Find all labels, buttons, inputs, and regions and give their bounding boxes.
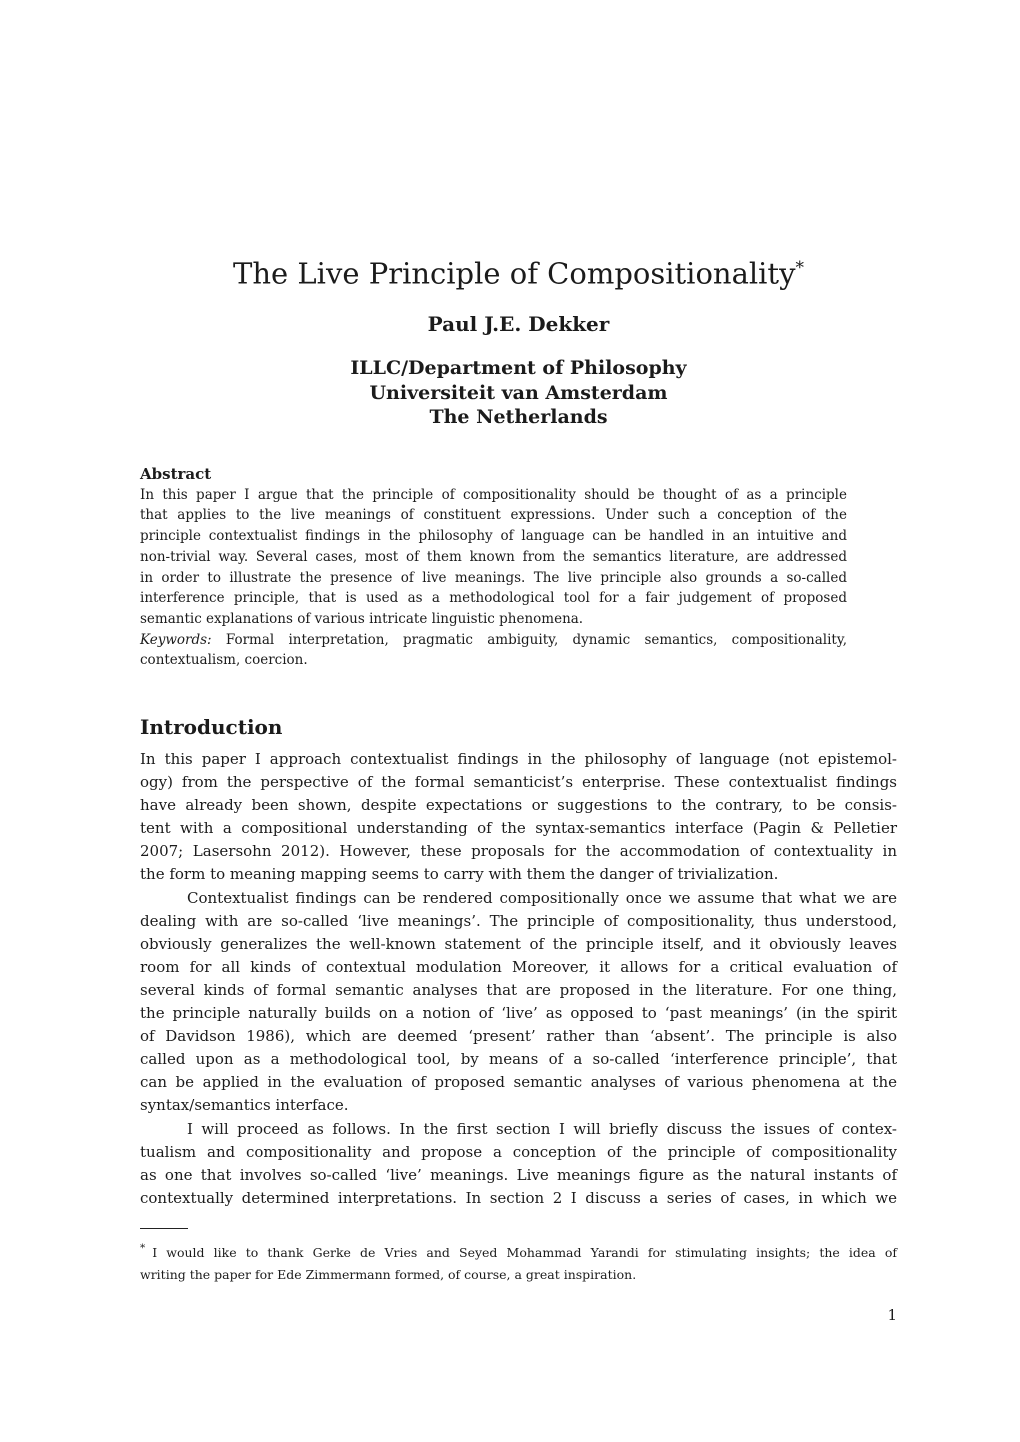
body-line: the principle naturally builds on a notion of ‘live’ as opposed to ‘past meanings’ (in the spirit [140,1004,897,1023]
keywords-line: contextualism, coercion. [140,652,308,669]
affiliation-line: Universiteit van Amsterdam [369,381,668,404]
affiliation [140,356,897,430]
affiliation-line: ILLC/Department of Philosophy [350,357,687,379]
body-line: Contextualist findings can be rendered compositionally once we assume that what we are [187,888,897,907]
affiliation-line: The Netherlands [429,406,608,429]
body-line: dealing with are so-called ‘live meanings’. The principle of compositionality, thus understood, [140,911,897,930]
section-heading-introduction: Introduction [140,715,283,739]
body-line: tent with a compositional understanding of the syntax-semantics interface (Pagin & Pelletier [140,819,897,838]
keywords-label: Keywords: [140,631,212,648]
body-line: I will proceed as follows. In the first section I will briefly discuss the issues of contex- [187,1119,897,1138]
body-line: of Davidson 1986), which are deemed ‘present’ rather than ‘absent’. The principle is also [140,1027,897,1046]
author-name: Paul J.E. Dekker [427,312,610,336]
footnote-text: I would like to thank Gerke de Vries and Seyed Mohammad Yarandi for stimulating insights; the idea of [152,1245,897,1260]
paper-title-text: The Live Principle of Compositionality [233,256,796,291]
body-line: obviously generalizes the well-known statement of the principle itself, and it obviously leaves [140,934,897,953]
footnote-line [140,1238,897,1264]
body-line: the form to meaning mapping seems to carry with them the danger of trivialization. [140,865,779,884]
body-line: several kinds of formal semantic analyses that are proposed in the literature. For one thing, [140,980,897,999]
footnote-line: writing the paper for Ede Zimmermann formed, of course, a great inspiration. [140,1266,637,1282]
body-line: syntax/semantics interface. [140,1096,349,1115]
body-line: have already been shown, despite expectations or suggestions to the contrary, to be consis- [140,796,897,815]
body-line: can be applied in the evaluation of proposed semantic analyses of various phenomena at the [140,1073,897,1092]
abstract-line: In this paper I argue that the principle of compositionality should be thought of as a principle [140,486,847,503]
abstract-line: interference principle, that is used as a methodological tool for a fair judgement of proposed [140,590,847,607]
abstract [140,464,847,671]
abstract-line: that applies to the live meanings of constituent expressions. Under such a conception of the [140,507,847,524]
body-line: ogy) from the perspective of the formal semanticist’s enterprise. These contextualist findings [140,773,897,792]
footnote-marker: * [140,1242,146,1254]
footnote [140,1238,897,1285]
keywords-line [140,630,847,651]
abstract-heading: Abstract [140,465,212,483]
body-line: room for all kinds of contextual modulation Moreover, it allows for a critical evaluation of [140,957,897,976]
title-footnote-mark: * [795,258,804,278]
body-line: called upon as a methodological tool, by means of a so-called ‘interference principle’, that [140,1050,897,1069]
body-line: In this paper I approach contextualist findings in the philosophy of language (not epistemol- [140,750,897,768]
body-line: as one that involves so-called ‘live’ meanings. Live meanings figure as the natural instants of [140,1165,897,1184]
body-line: contextually determined interpretations. In section 2 I discuss a series of cases, in which we [140,1188,897,1207]
abstract-line: non-trivial way. Several cases, most of them known from the semantics literature, are addressed [140,548,847,565]
footnote-rule [140,1228,188,1229]
abstract-line: in order to illustrate the presence of live meanings. The live principle also grounds a so-called [140,569,847,586]
keywords-text: Formal interpretation, pragmatic ambiguity, dynamic semantics, compositionality, [211,631,847,648]
body-line: tualism and compositionality and propose a conception of the principle of compositionality [140,1142,897,1161]
paper-title [140,250,897,292]
body-line: 2007; Lasersohn 2012). However, these proposals for the accommodation of contextuality in [140,842,897,861]
abstract-line: principle contextualist findings in the philosophy of language can be handled in an intuitive and [140,528,847,545]
page-number: 1 [887,1306,897,1324]
abstract-line: semantic explanations of various intricate linguistic phenomena. [140,610,584,627]
introduction-body [140,748,897,1210]
